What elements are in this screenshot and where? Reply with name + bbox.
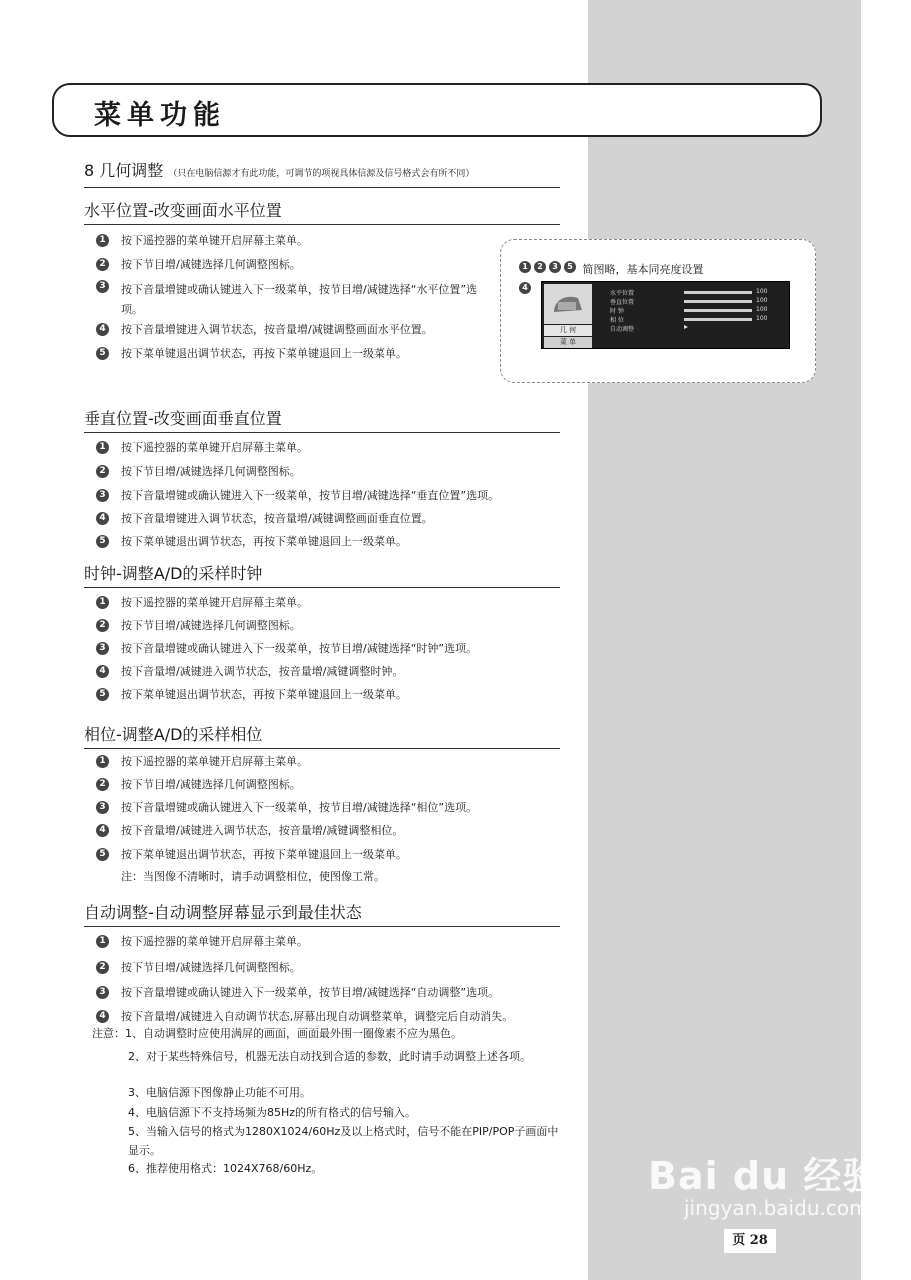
step-number: 3 xyxy=(549,261,561,273)
side-bar xyxy=(588,0,861,1280)
title-box xyxy=(52,83,822,137)
baidu-watermark-url: jingyan.baidu.com xyxy=(684,1196,869,1220)
step-number: 5 xyxy=(96,688,109,701)
step-text: 按下遥控器的菜单键开启屏幕主菜单。 xyxy=(121,234,308,247)
section-main-label: 8 几何调整 xyxy=(84,161,164,180)
step-text: 按下节目增/减键选择几何调整图标。 xyxy=(121,258,301,271)
step-number: 4 xyxy=(96,512,109,525)
step-number: 1 xyxy=(96,755,109,768)
auto-note-6: 6、推荐使用格式：1024X768/60Hz。 xyxy=(128,1162,323,1175)
clock-step-4 xyxy=(96,665,403,679)
step-text: 按下音量增键进入调节状态，按音量增/减键调整画面水平位置。 xyxy=(121,323,433,336)
osd-value: 100 xyxy=(756,306,768,313)
step-number: 1 xyxy=(519,261,531,273)
osd-value: 100 xyxy=(756,315,768,322)
auto-note-1: 注意：1、自动调整时应使用满屏的画面，画面最外围一圈像素不应为黑色。 xyxy=(92,1027,462,1040)
h-step-5 xyxy=(96,347,407,361)
step-text: 按下音量增键或确认键进入下一级菜单，按节目增/减键选择“相位”选项。 xyxy=(121,801,478,814)
osd-slider-bar xyxy=(684,291,752,294)
h-step-2 xyxy=(96,258,301,272)
phase-step-1 xyxy=(96,755,308,769)
osd-value: 100 xyxy=(756,297,768,304)
osd-menu-screenshot xyxy=(541,281,790,349)
v-position-heading: 垂直位置-改变画面垂直位置 xyxy=(84,408,560,433)
step-number: 1 xyxy=(96,234,109,247)
phase-step-4 xyxy=(96,824,403,838)
auto-note-4: 4、电脑信源下不支持场频为85Hz的所有格式的信号输入。 xyxy=(128,1106,417,1119)
geometry-icon xyxy=(544,284,592,324)
step-text: 按下菜单键退出调节状态，再按下菜单键退回上一级菜单。 xyxy=(121,848,407,861)
clock-step-1 xyxy=(96,596,308,610)
osd-slider-bar xyxy=(684,318,752,321)
step-number: 2 xyxy=(96,961,109,974)
step-text: 按下节目增/减键选择几何调整图标。 xyxy=(121,465,301,478)
step-text: 按下遥控器的菜单键开启屏幕主菜单。 xyxy=(121,935,308,948)
auto-note-2: 2、对于某些特殊信号，机器无法自动找到合适的参数，此时请手动调整上述各项。 xyxy=(128,1050,531,1063)
auto-note-3: 3、电脑信源下图像静止功能不可用。 xyxy=(128,1086,311,1099)
step-number: 3 xyxy=(96,489,109,502)
clock-heading: 时钟-调整A/D的采样时钟 xyxy=(84,563,560,588)
step-text: 按下菜单键退出调节状态，再按下菜单键退回上一级菜单。 xyxy=(121,347,407,360)
h-position-heading: 水平位置-改变画面水平位置 xyxy=(84,200,560,225)
step-text: 按下菜单键退出调节状态，再按下菜单键退回上一级菜单。 xyxy=(121,535,407,548)
arrow-right-icon xyxy=(684,325,688,329)
step-text: 按下节目增/减键选择几何调整图标。 xyxy=(121,961,301,974)
step-number: 5 xyxy=(96,347,109,360)
step-text: 按下音量增键或确认键进入下一级菜单，按节目增/减键选择“水平位置”选项。 xyxy=(121,283,478,316)
step-number: 1 xyxy=(96,441,109,454)
v-step-5 xyxy=(96,535,407,549)
step-number: 3 xyxy=(96,642,109,655)
page-title: 菜单功能 xyxy=(94,100,226,131)
baidu-watermark: Bai du 经验 xyxy=(648,1154,882,1198)
menu-illustration-callout xyxy=(500,239,816,383)
step-number: 4 xyxy=(96,323,109,336)
step-number: 4 xyxy=(96,824,109,837)
step-number: 3 xyxy=(96,801,109,814)
phase-step-2 xyxy=(96,778,301,792)
osd-sidebar xyxy=(544,284,592,346)
h-step-4 xyxy=(96,323,433,337)
step-number: 2 xyxy=(96,619,109,632)
clock-step-2 xyxy=(96,619,301,633)
step-text: 按下菜单键退出调节状态，再按下菜单键退回上一级菜单。 xyxy=(121,688,407,701)
step-number: 2 xyxy=(96,258,109,271)
step-text: 按下音量增/减键进入调节状态，按音量增/减键调整时钟。 xyxy=(121,665,404,678)
phase-note: 注：当图像不清晰时，请手动调整相位，使图像工常。 xyxy=(121,870,385,883)
step-number: 1 xyxy=(96,935,109,948)
osd-item: 水平位置 xyxy=(610,290,635,297)
step-text: 按下遥控器的菜单键开启屏幕主菜单。 xyxy=(121,441,308,454)
osd-tab-geometry: 几 何 xyxy=(544,325,592,336)
step-text: 按下音量增键或确认键进入下一级菜单，按节目增/减键选择“时钟”选项。 xyxy=(121,642,478,655)
osd-item: 时 钟 xyxy=(610,308,624,315)
page-number: 页 28 xyxy=(724,1229,776,1253)
step-number: 2 xyxy=(534,261,546,273)
osd-tab-menu: 菜 单 xyxy=(544,337,592,348)
callout-text: 简图略，基本同亮度设置 xyxy=(582,263,704,276)
h-step-3 xyxy=(96,280,491,320)
callout-caption xyxy=(519,261,704,277)
section-main-heading xyxy=(84,160,560,188)
step-number: 3 xyxy=(96,986,109,999)
step-text: 按下遥控器的菜单键开启屏幕主菜单。 xyxy=(121,755,308,768)
step-text: 按下音量增键进入调节状态，按音量增/减键调整画面垂直位置。 xyxy=(121,512,433,525)
step-number: 3 xyxy=(96,280,109,293)
step-number: 5 xyxy=(564,261,576,273)
step-number: 5 xyxy=(96,535,109,548)
h-step-1 xyxy=(96,234,308,248)
osd-item: 自动调整 xyxy=(610,326,635,333)
auto-step-1 xyxy=(96,935,308,949)
osd-value: 100 xyxy=(756,288,768,295)
step-number: 4 xyxy=(519,282,531,294)
v-step-3 xyxy=(96,489,499,503)
auto-step-4 xyxy=(96,1010,513,1024)
callout-row-4 xyxy=(519,282,534,295)
v-step-2 xyxy=(96,465,301,479)
step-number: 2 xyxy=(96,465,109,478)
step-text: 按下音量增键或确认键进入下一级菜单，按节目增/减键选择“自动调整”选项。 xyxy=(121,986,500,999)
step-number: 4 xyxy=(96,1010,109,1023)
auto-step-3 xyxy=(96,986,499,1000)
v-step-1 xyxy=(96,441,308,455)
step-text: 按下音量增/减键进入调节状态，按音量增/减键调整相位。 xyxy=(121,824,404,837)
clock-step-3 xyxy=(96,642,477,656)
step-text: 按下节目增/减键选择几何调整图标。 xyxy=(121,619,301,632)
osd-item: 相 位 xyxy=(610,317,624,324)
clock-step-5 xyxy=(96,688,407,702)
osd-item: 垂直位置 xyxy=(610,299,635,306)
phase-heading: 相位-调整A/D的采样相位 xyxy=(84,724,560,749)
step-text: 按下节目增/减键选择几何调整图标。 xyxy=(121,778,301,791)
phase-step-3 xyxy=(96,801,477,815)
auto-heading: 自动调整-自动调整屏幕显示到最佳状态 xyxy=(84,902,560,927)
step-number: 1 xyxy=(96,596,109,609)
step-text: 按下音量增键或确认键进入下一级菜单，按节目增/减键选择“垂直位置”选项。 xyxy=(121,489,500,502)
step-number: 4 xyxy=(96,665,109,678)
step-number: 5 xyxy=(96,848,109,861)
auto-step-2 xyxy=(96,961,301,975)
osd-slider-bar xyxy=(684,300,752,303)
osd-slider-bar xyxy=(684,309,752,312)
step-number: 2 xyxy=(96,778,109,791)
phase-step-5 xyxy=(96,848,407,862)
step-text: 按下遥控器的菜单键开启屏幕主菜单。 xyxy=(121,596,308,609)
section-main-note: （只在电脑信源才有此功能，可调节的项视具体信源及信号格式会有所不同） xyxy=(168,169,475,179)
auto-note-5: 5、当输入信号的格式为1280X1024/60Hz及以上格式时，信号不能在PIP/POP子画面中显示。 xyxy=(128,1125,559,1157)
v-step-4 xyxy=(96,512,433,526)
step-text: 按下音量增/减键进入自动调节状态,屏幕出现自动调整菜单，调整完后自动消失。 xyxy=(121,1010,514,1023)
